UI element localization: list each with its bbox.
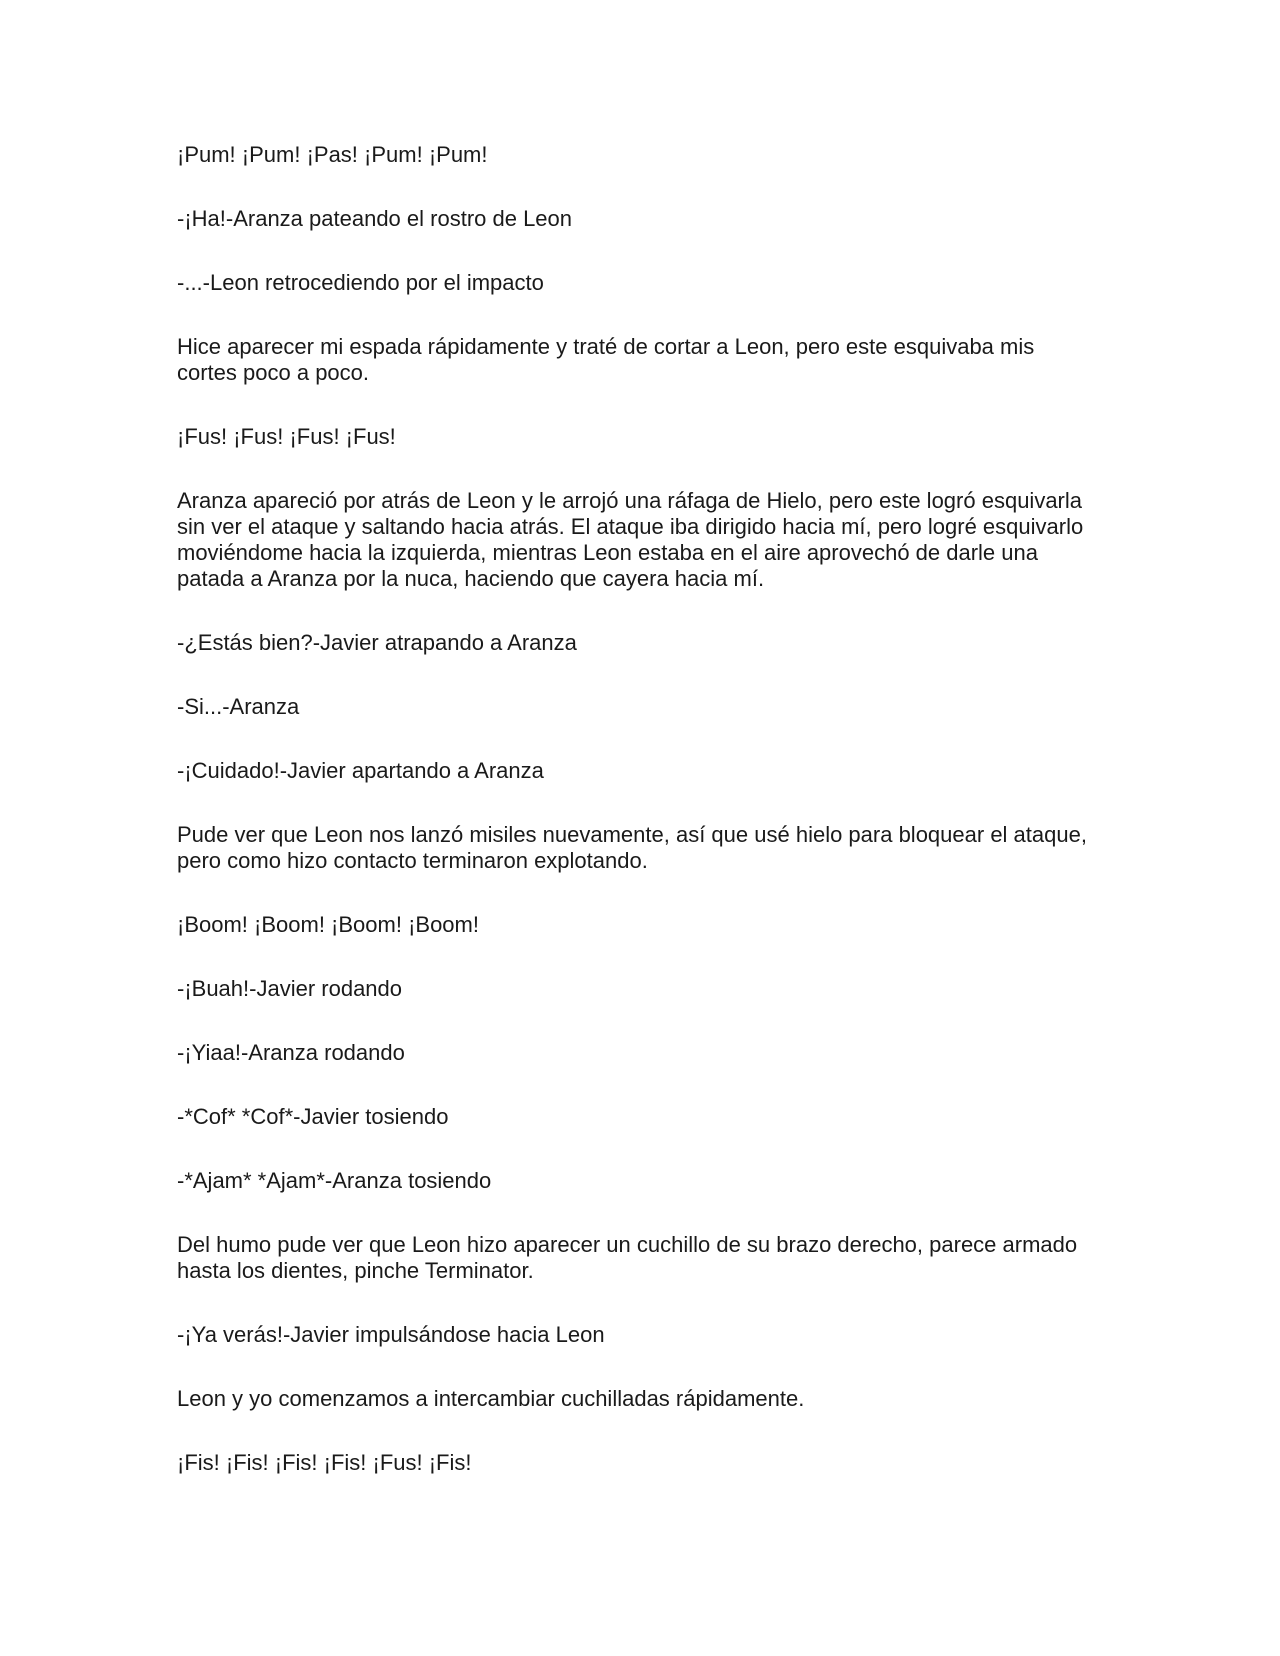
paragraph: Aranza apareció por atrás de Leon y le arrojó una ráfaga de Hielo, pero este logró esquivarla sin ver el ataque y saltando hacia atrás. El ataque iba dirigido hacia mí, pero logré esquivarlo moviéndome hacia la izquierda, mientras Leon estaba en el aire aprovechó de darle una patada a Aranza por la nuca, haciendo que cayera hacia mí.	[177, 488, 1084, 591]
paragraph: -¡Ya verás!-Javier impulsándose hacia Leon	[177, 1322, 605, 1347]
paragraph: Del humo pude ver que Leon hizo aparecer un cuchillo de su brazo derecho, parece armado hasta los dientes, pinche Terminator.	[177, 1232, 1078, 1283]
paragraph: -¿Estás bien?-Javier atrapando a Aranza	[177, 630, 577, 655]
paragraph: -*Cof* *Cof*-Javier tosiendo	[177, 1104, 449, 1129]
paragraph: -*Ajam* *Ajam*-Aranza tosiendo	[177, 1168, 492, 1193]
paragraph: -¡Cuidado!-Javier apartando a Aranza	[177, 758, 544, 783]
paragraph: -¡Ha!-Aranza pateando el rostro de Leon	[177, 206, 573, 231]
paragraph: -...-Leon retrocediendo por el impacto	[177, 270, 544, 295]
paragraph: -¡Buah!-Javier rodando	[177, 976, 403, 1001]
paragraph: Hice aparecer mi espada rápidamente y traté de cortar a Leon, pero este esquivaba mis cortes poco a poco.	[177, 334, 1035, 385]
paragraph: ¡Pum! ¡Pum! ¡Pas! ¡Pum! ¡Pum!	[177, 142, 488, 167]
paragraph: Leon y yo comenzamos a intercambiar cuchilladas rápidamente.	[177, 1386, 805, 1411]
document-body	[177, 142, 1097, 1514]
paragraph: -¡Yiaa!-Aranza rodando	[177, 1040, 405, 1065]
paragraph: ¡Fus! ¡Fus! ¡Fus! ¡Fus!	[177, 424, 396, 449]
paragraph: ¡Fis! ¡Fis! ¡Fis! ¡Fis! ¡Fus! ¡Fis!	[177, 1450, 472, 1475]
paragraph: Pude ver que Leon nos lanzó misiles nuevamente, así que usé hielo para bloquear el ataque, pero como hizo contacto terminaron explotando.	[177, 822, 1087, 873]
paragraph: -Si...-Aranza	[177, 694, 300, 719]
paragraph: ¡Boom! ¡Boom! ¡Boom! ¡Boom!	[177, 912, 479, 937]
